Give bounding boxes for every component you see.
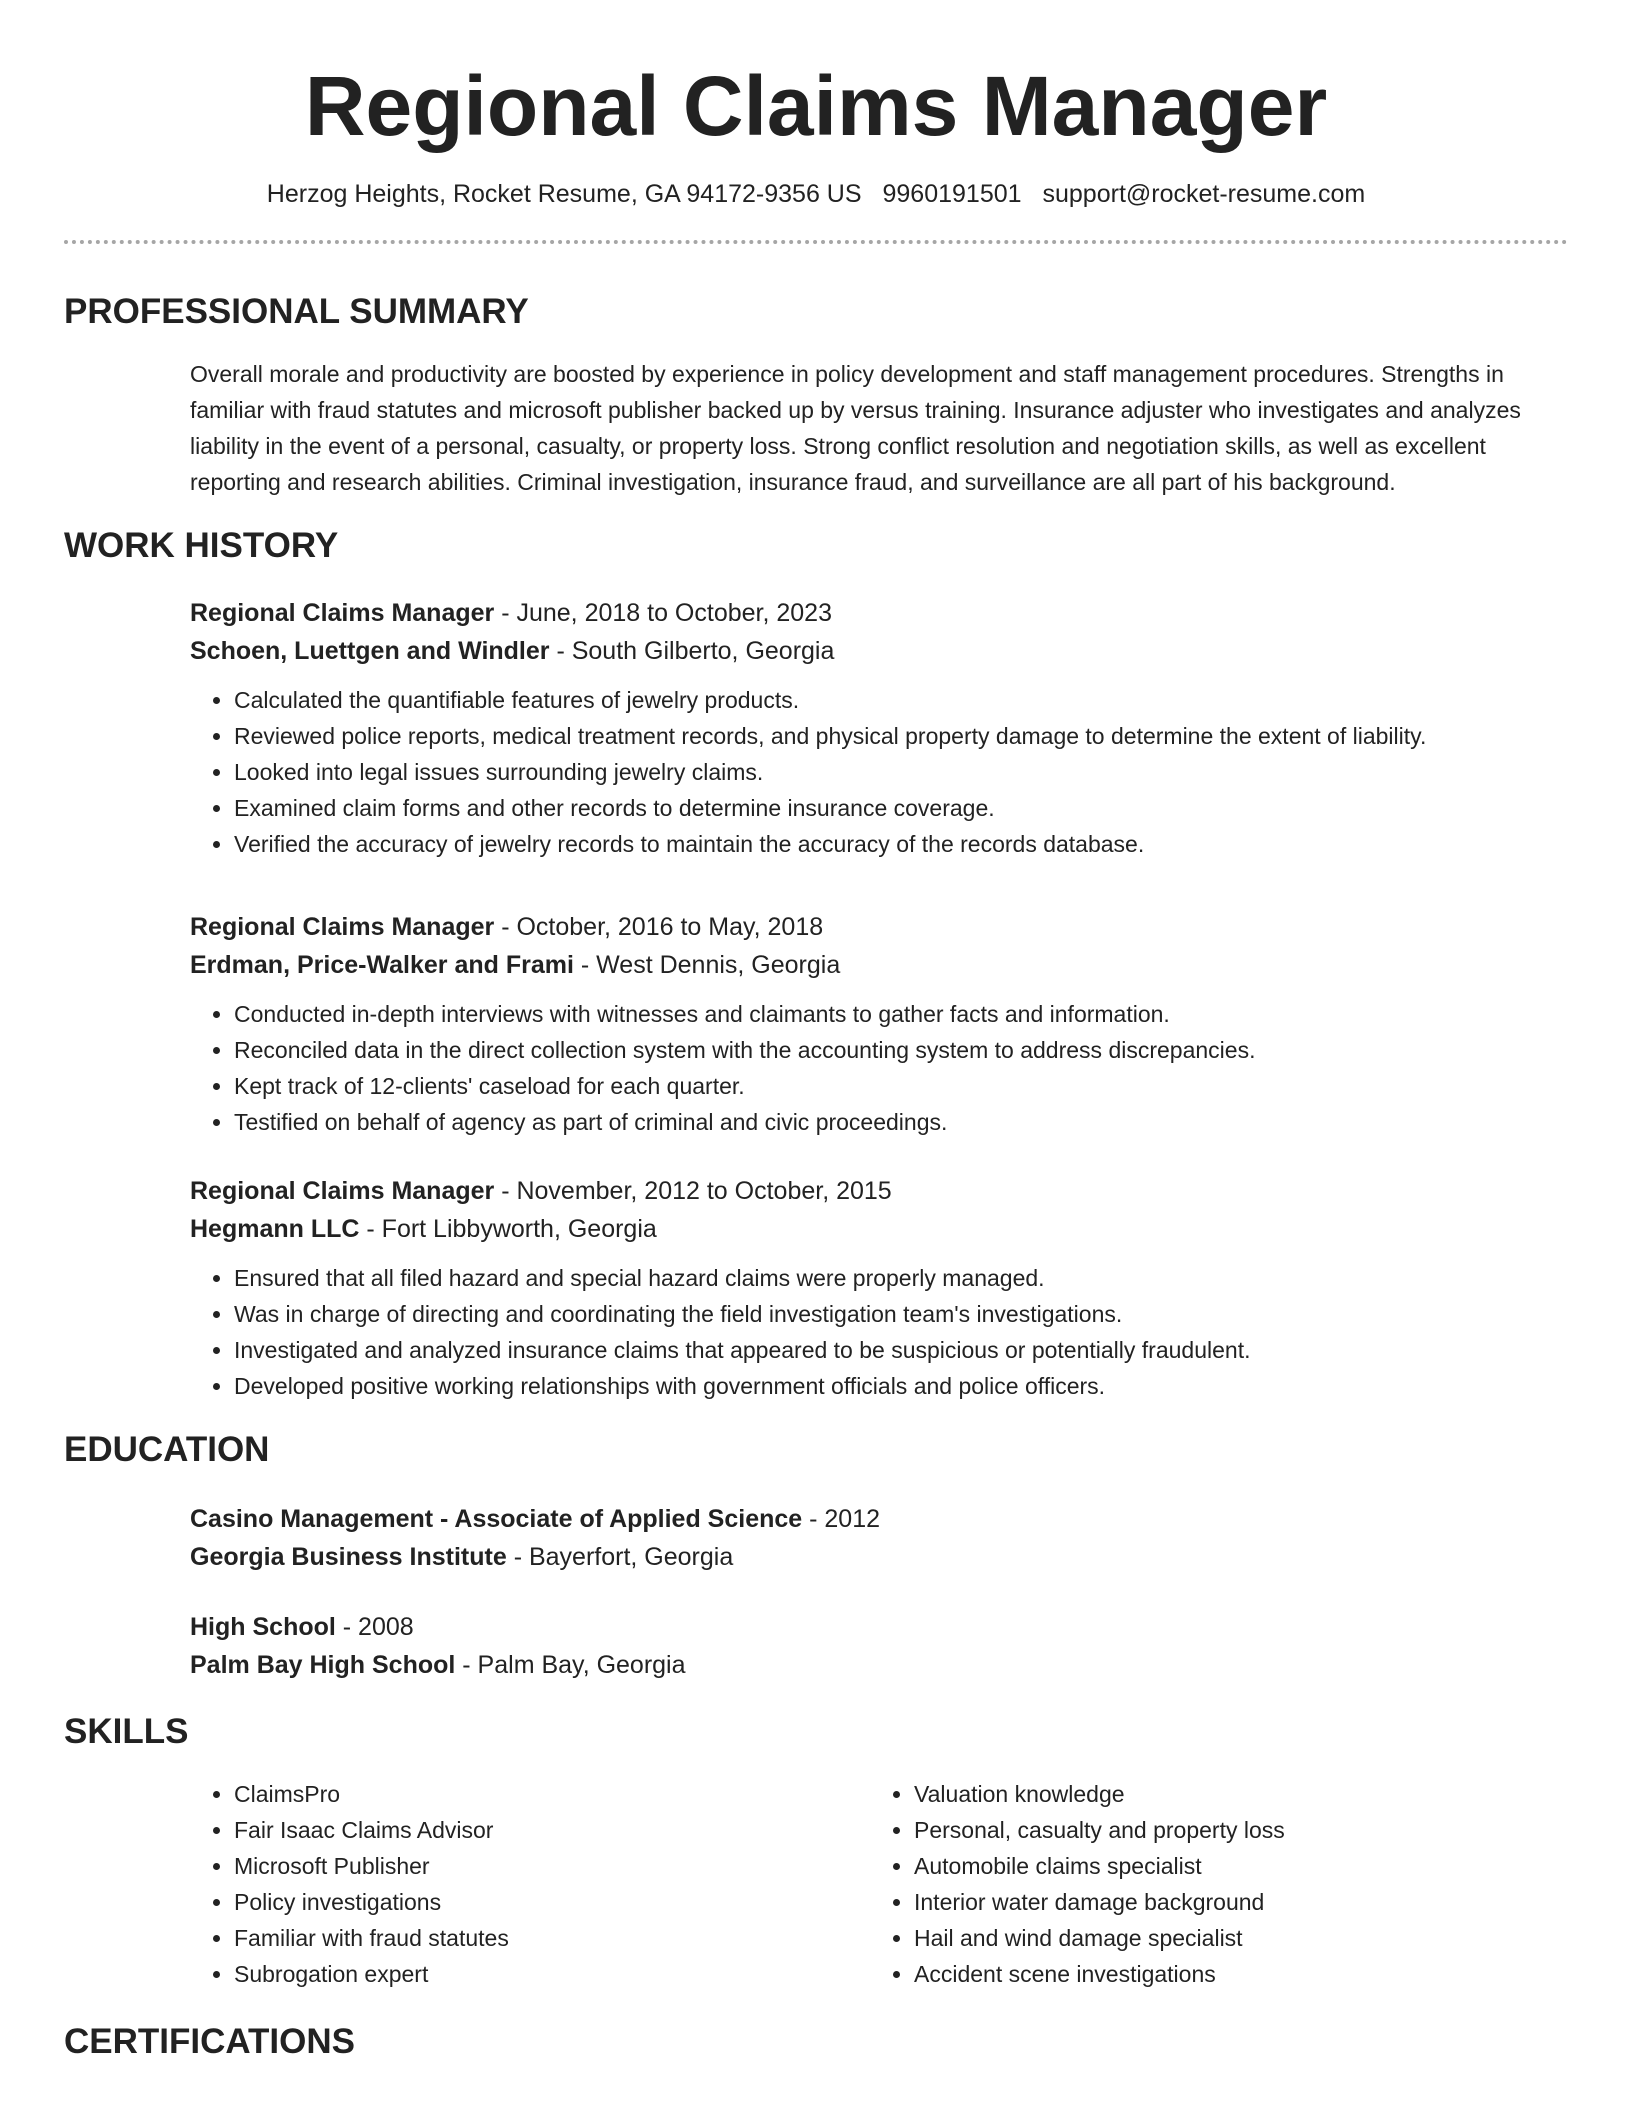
work-history-section	[190, 594, 1568, 1404]
summary-section	[190, 356, 1568, 500]
education-degree: Casino Management - Associate of Applied Science	[190, 1505, 803, 1533]
certifications-heading: CERTIFICATIONS	[64, 2022, 356, 2061]
education-school-line	[190, 1646, 1568, 1684]
skill-item: • Fair Isaac Claims Advisor	[234, 1812, 870, 1848]
job-location: - Fort Libbyworth, Georgia	[359, 1215, 657, 1243]
skill-item: • Automobile claims specialist	[914, 1848, 1550, 1884]
job-bullets	[190, 682, 1568, 862]
job-dates: - November, 2012 to October, 2015	[494, 1177, 892, 1205]
job-bullet: • Calculated the quantifiable features of jewelry products.	[234, 682, 1568, 718]
resume-page	[64, 0, 1568, 2064]
education-degree: High School	[190, 1613, 336, 1641]
skills-columns	[190, 1776, 1568, 1992]
job-bullet: • Reconciled data in the direct collection system with the accounting system to address discrepancies.	[234, 1032, 1568, 1068]
contact-address: Herzog Heights, Rocket Resume, GA 94172-9356 US	[266, 180, 862, 208]
skill-item: • Hail and wind damage specialist	[914, 1920, 1550, 1956]
education-degree-line	[190, 1500, 1568, 1538]
job-bullet: • Examined claim forms and other records to determine insurance coverage.	[234, 790, 1568, 826]
skill-item: • Policy investigations	[234, 1884, 870, 1920]
job-role: Regional Claims Manager	[190, 913, 495, 941]
job-role: Regional Claims Manager	[190, 599, 495, 627]
header-divider	[64, 240, 1568, 244]
job-bullet: • Developed positive working relationships with government officials and police officers.	[234, 1368, 1568, 1404]
job-dates: - June, 2018 to October, 2023	[494, 599, 832, 627]
job-dates: - October, 2016 to May, 2018	[494, 913, 824, 941]
job-bullet: • Testified on behalf of agency as part of criminal and civic proceedings.	[234, 1104, 1568, 1140]
job-company: Erdman, Price-Walker and Frami	[190, 951, 574, 979]
education-heading: EDUCATION	[64, 1430, 270, 1469]
job-entry	[190, 1172, 1568, 1404]
education-degree-line	[190, 1608, 1568, 1646]
work-history-heading: WORK HISTORY	[64, 526, 339, 565]
education-location: - Bayerfort, Georgia	[506, 1543, 734, 1571]
job-bullet: • Ensured that all filed hazard and special hazard claims were properly managed.	[234, 1260, 1568, 1296]
job-company-line	[190, 946, 1568, 984]
education-entry	[190, 1500, 1568, 1576]
education-location: - Palm Bay, Georgia	[455, 1651, 686, 1679]
job-entry	[190, 594, 1568, 862]
job-bullet: • Verified the accuracy of jewelry records to maintain the accuracy of the records database.	[234, 826, 1568, 862]
job-bullet: • Investigated and analyzed insurance claims that appeared to be suspicious or potentially fraudulent.	[234, 1332, 1568, 1368]
contact-email: support@rocket-resume.com	[1042, 180, 1366, 208]
job-location: - West Dennis, Georgia	[573, 951, 841, 979]
job-bullet: • Looked into legal issues surrounding jewelry claims.	[234, 754, 1568, 790]
job-company: Hegmann LLC	[190, 1215, 360, 1243]
contact-line	[64, 178, 1568, 210]
job-bullets	[190, 996, 1568, 1140]
skill-item: • Familiar with fraud statutes	[234, 1920, 870, 1956]
job-company-line	[190, 1210, 1568, 1248]
education-entry	[190, 1608, 1568, 1684]
education-school-line	[190, 1538, 1568, 1576]
skill-item: • Microsoft Publisher	[234, 1848, 870, 1884]
education-year: - 2012	[802, 1505, 881, 1533]
skill-item: • Personal, casualty and property loss	[914, 1812, 1550, 1848]
job-role: Regional Claims Manager	[190, 1177, 495, 1205]
skill-item: • Subrogation expert	[234, 1956, 870, 1992]
summary-text: Overall morale and productivity are boosted by experience in policy development and staff management procedures. Strengths in familiar with fraud statutes and microsoft publisher backed up by versus training. Insurance adjuster who investigates and analyzes liability in the event of a personal, casualty, or property loss. Strong conflict resolution and negotiation skills, as well as excellent reporting and research abilities. Criminal investigation, insurance fraud, and surveillance are all part of his background.	[190, 361, 1521, 495]
skills-list-right	[870, 1776, 1550, 1992]
job-title-line	[190, 594, 1568, 632]
skill-item: • ClaimsPro	[234, 1776, 870, 1812]
job-title-line	[190, 1172, 1568, 1210]
skill-item: • Interior water damage background	[914, 1884, 1550, 1920]
contact-phone: 9960191501	[882, 180, 1022, 208]
skills-list-left	[190, 1776, 870, 1992]
job-title-line	[190, 908, 1568, 946]
job-bullet: • Was in charge of directing and coordinating the field investigation team's investigations.	[234, 1296, 1568, 1332]
education-school: Palm Bay High School	[190, 1651, 456, 1679]
job-company-line	[190, 632, 1568, 670]
resume-name: Regional Claims Manager	[304, 59, 1328, 153]
summary-heading: PROFESSIONAL SUMMARY	[64, 292, 529, 331]
skills-heading: SKILLS	[64, 1712, 189, 1751]
education-year: - 2008	[335, 1613, 414, 1641]
skills-section	[190, 1776, 1568, 1992]
education-section	[190, 1500, 1568, 1684]
skill-item: • Valuation knowledge	[914, 1776, 1550, 1812]
skill-item: • Accident scene investigations	[914, 1956, 1550, 1992]
education-school: Georgia Business Institute	[190, 1543, 507, 1571]
job-bullet: • Conducted in-depth interviews with witnesses and claimants to gather facts and information.	[234, 996, 1568, 1032]
job-location: - South Gilberto, Georgia	[549, 637, 835, 665]
job-entry	[190, 908, 1568, 1140]
job-bullet: • Kept track of 12-clients' caseload for each quarter.	[234, 1068, 1568, 1104]
job-bullet: • Reviewed police reports, medical treatment records, and physical property damage to determine the extent of liability.	[234, 718, 1568, 754]
job-bullets	[190, 1260, 1568, 1404]
job-company: Schoen, Luettgen and Windler	[190, 637, 550, 665]
